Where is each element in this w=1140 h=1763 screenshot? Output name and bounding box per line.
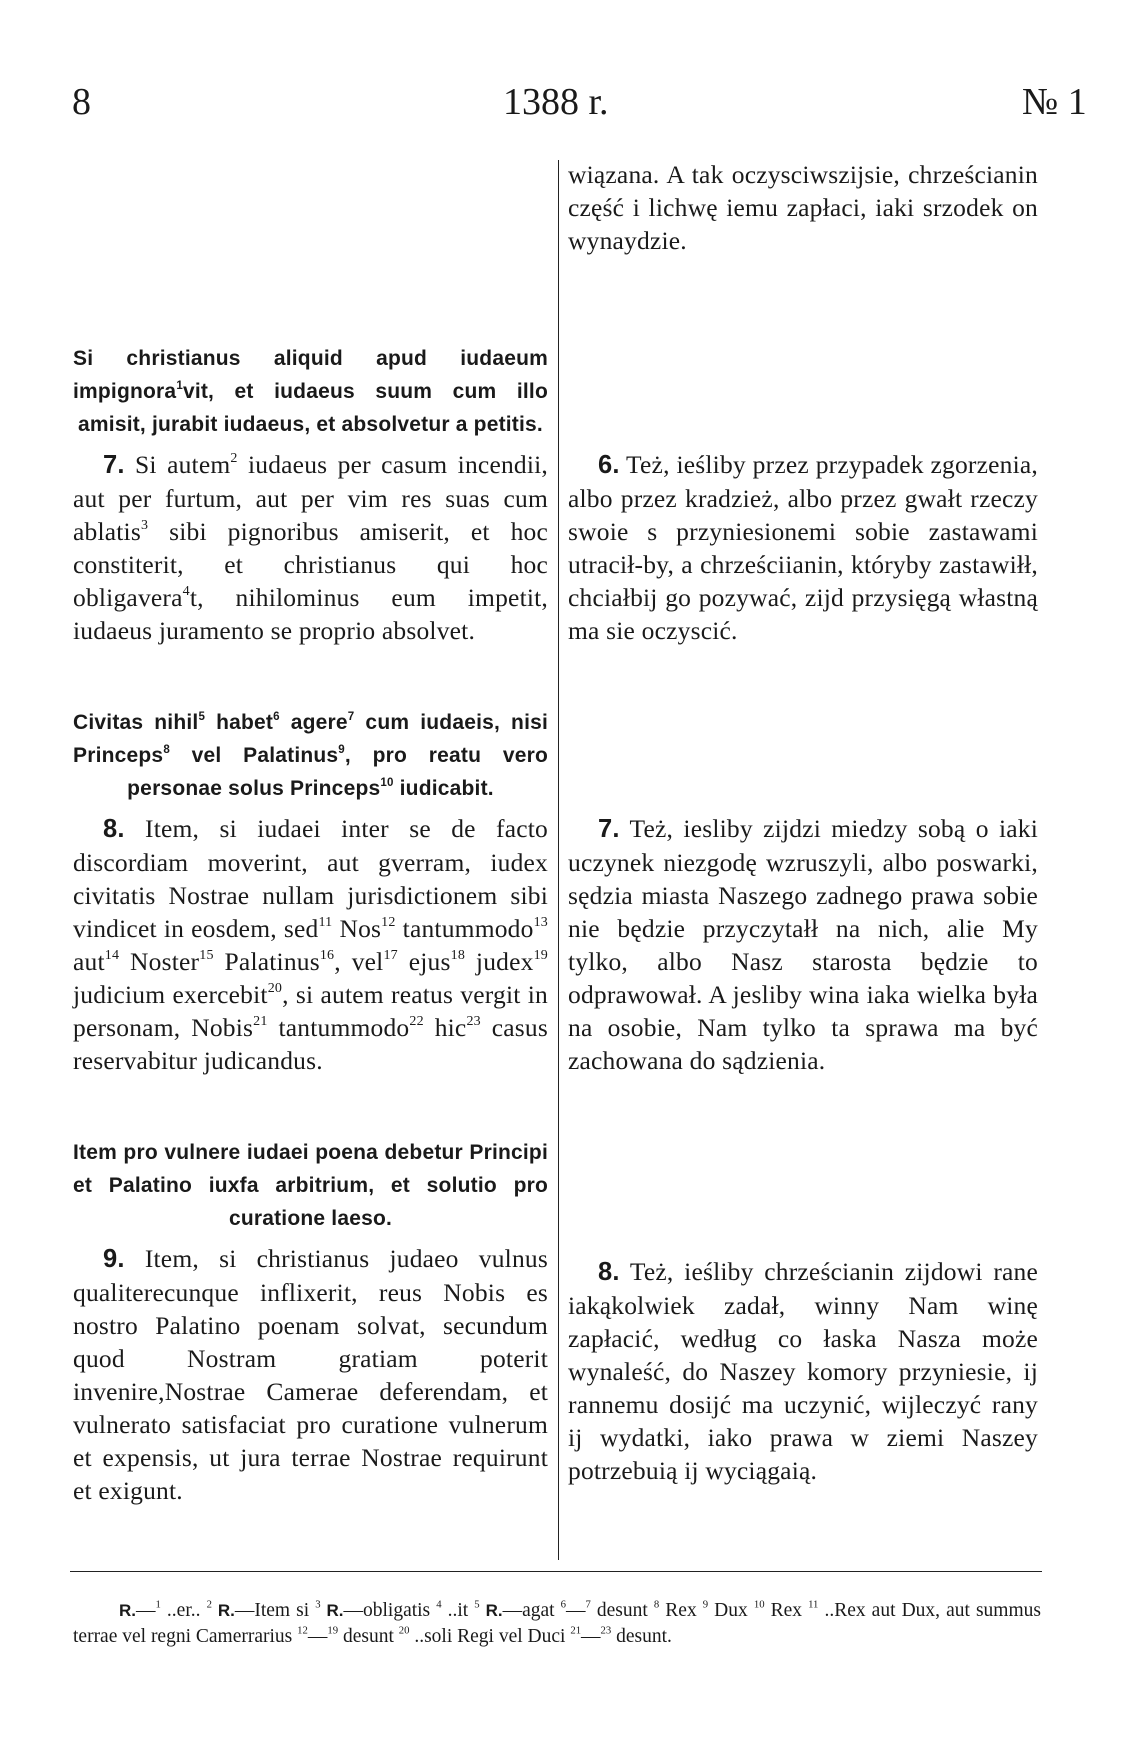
footnote-number: 5: [474, 1598, 480, 1611]
article-number: 8.: [103, 815, 125, 843]
footnote-ref: 4: [182, 583, 190, 599]
footnote-ref: 20: [267, 980, 283, 996]
footnote-number: 4: [436, 1598, 442, 1611]
article-number: 6.: [598, 451, 620, 479]
footnote-ref: 6: [273, 710, 280, 723]
footnote-ref: 15: [199, 947, 214, 963]
footnote-ref: 3: [140, 517, 149, 533]
latin-article-8: [73, 812, 548, 1077]
footnote-ref: 10: [380, 776, 394, 789]
footnote-number: 3: [315, 1598, 321, 1611]
footnote-ref: 7: [347, 710, 355, 723]
footnote-rule: [70, 1571, 1042, 1572]
polish-continuation-block: [568, 158, 1038, 257]
footnote-ref: 12: [381, 914, 396, 930]
footnote-source-mark: R.: [119, 1601, 136, 1620]
footnote-ref: 8: [163, 743, 170, 756]
section-heading-1: [73, 342, 548, 441]
column-divider: [558, 160, 559, 1560]
article-number: 7.: [103, 451, 125, 479]
footnote-ref: 1: [176, 379, 183, 392]
footnote-number: 12: [297, 1624, 308, 1637]
latin-article-7: [73, 448, 548, 647]
footnote-ref: 23: [466, 1013, 481, 1029]
polish-paragraph: 8. Też, ieśliby chrześcianin zijdowi rane iakąkolwiek zadał, winny Nam winę zapłacić, według co łaska Nasza może wynaleść, do Naszey komory przyniesie, ij rannemu dosijć ma uczynić, wijleczyć rany ij wydatki, iako prawa w ziemi Naszey potrzebuią ij wyciągaią.: [568, 1257, 1038, 1485]
year-heading: 1388 r.: [503, 81, 609, 123]
footnote-number: 2: [206, 1598, 212, 1611]
article-number: 7.: [598, 815, 620, 843]
polish-continuation: wiązana. A tak oczysciwszijsie, chrześcianin część i lichwę iemu zapłaci, iaki srzodek on wynaydzie.: [568, 160, 1038, 255]
article-number: 8.: [598, 1258, 620, 1286]
latin-paragraph: 8. Item, si iudaei inter se de facto discordiam moverint, aut gverram, iudex civitatis Nostrae nullam jurisdictionem sibi vindicet in eosdem, sed$^{11}$ Nos$^{12}$ tantummodo$^{13}$ aut$^{14}$ Noster$^{15}$ Palatinus$^{16}$, vel$^{17}$ ejus$^{18}$ judex$^{19}$ judicium exercebit$^{20}$, si autem reatus vergit in personam, Nobis$^{21}$ tantummodo$^{22}$ hic$^{23}$ casus reservabitur judicandus.: [73, 814, 549, 1075]
heading-text: Civitas nihil$^5$ habet$^6$ agere$^7$ cum iudaeis, nisi Princeps$^8$ vel Palatinus$^9$, pro reatu vero personae solus Princeps$^{10}$ iudicabit.: [73, 710, 549, 800]
article-number: 9.: [103, 1245, 125, 1273]
footnote-number: 8: [653, 1598, 660, 1611]
section-heading-2: [73, 706, 548, 805]
footnote-ref: 11: [318, 914, 333, 930]
latin-paragraph: 9. Item, si christianus judaeo vulnus qualiterecunque inflixerit, reus Nobis es nostro Palatino poenam solvat, secundum quod Nostram gratiam poterit invenire,Nostrae Camerae deferendam, et vulnerato satisfaciat pro curatione vulnerum et expensis, ut jura terrae Nostrae requirunt et exigunt.: [73, 1244, 548, 1505]
page-number: 8: [72, 81, 91, 123]
polish-paragraph: 7. Też, iesliby zijdzi miedzy sobą o iaki uczynek niezgodę wzruszyli, albo poswarki, sędzia miasta Naszego zadnego prawa sobie nie będzie przyczytałł na nich, alie My tylko, albo Nasz starosta będzie to odprawował. A jesliby wina iaka wielka była na osobie, Nam tylko ta sprawa ma być zachowana do sądzienia.: [568, 814, 1038, 1075]
document-number: № 1: [1022, 81, 1087, 123]
footnote-ref: 2: [230, 450, 238, 466]
heading-text: Item pro vulnere iudaei poena debetur Principi et Palatino iuxfa arbitrium, et solutio pro curatione laeso.: [73, 1141, 548, 1230]
footnote-number: 11: [808, 1598, 819, 1611]
footnote-source-mark: R.: [211, 1601, 235, 1620]
footnote-ref: 13: [533, 914, 549, 930]
footnote-ref: 18: [450, 947, 466, 963]
footnote-number: 23: [600, 1624, 612, 1637]
footnote-number: 21: [570, 1624, 582, 1637]
footnote-ref: 16: [319, 947, 335, 963]
latin-paragraph: 7. Si autem$^2$ iudaeus per casum incendii, aut per furtum, aut per vim res suas cum ablatis$^3$ sibi pignoribus amiserit, et hoc constiterit, et christianus qui hoc obligavera$^4$t, nihilominus eum impetit, iudaeus juramento se proprio absolvet.: [73, 450, 549, 645]
section-heading-3: [73, 1136, 548, 1235]
footnote-ref: 21: [253, 1013, 268, 1029]
footnote-number: 9: [702, 1598, 709, 1611]
polish-article-7: [568, 812, 1038, 1077]
footnote-ref: 9: [338, 743, 345, 756]
footnote-source-mark: R.: [320, 1601, 344, 1620]
footnote-ref: 22: [409, 1013, 424, 1029]
footnote-ref: 17: [383, 947, 398, 963]
footnote-ref: 5: [198, 710, 206, 723]
latin-article-9: [73, 1242, 548, 1507]
footnote-ref: 14: [104, 947, 120, 963]
footnote-ref: 19: [533, 947, 549, 963]
polish-article-8: [568, 1255, 1038, 1487]
footnote-number: 7: [585, 1598, 591, 1611]
footnote-source-mark: R.: [479, 1601, 503, 1620]
heading-text: Si christianus aliquid apud iudaeum impignora$^1$vit, et iudaeus suum cum illo amisit, jurabit iudaeus, et absolvetur a petitis.: [73, 347, 548, 436]
footnotes: R.—$^1$ ..er.. $^2$ R.—Item si $^3$ R.—obligatis $^4$ ..it $^5$ R.—agat $^6$—$^7$ desunt $^8$ Rex $^9$ Dux $^{10}$ Rex $^{11}$ ..Rex aut Dux, aut summus terrae vel regni Camerrarius $^{12}$—$^{19}$ desunt $^{20}$ ..soli Regi vel Duci $^{21}$—$^{23}$ desunt.: [73, 1598, 1041, 1647]
footnote-number: 20: [398, 1624, 410, 1637]
footnote-number: 6: [560, 1598, 566, 1611]
polish-paragraph: 6. Też, ieśliby przez przypadek zgorzenia, albo przez kradzież, albo przez gwałt rzeczy swoie s przyniesionemi sobie zastawami utracił-by, a chrześciianin, któryby zastawiłł, chciałbij go pozywać, zijd przysięgą włastną ma sie oczyscić.: [568, 450, 1038, 645]
footnote-number: 1: [155, 1598, 161, 1611]
polish-article-6: [568, 448, 1038, 647]
footnote-number: 19: [327, 1624, 339, 1637]
footnote-number: 10: [753, 1598, 765, 1611]
